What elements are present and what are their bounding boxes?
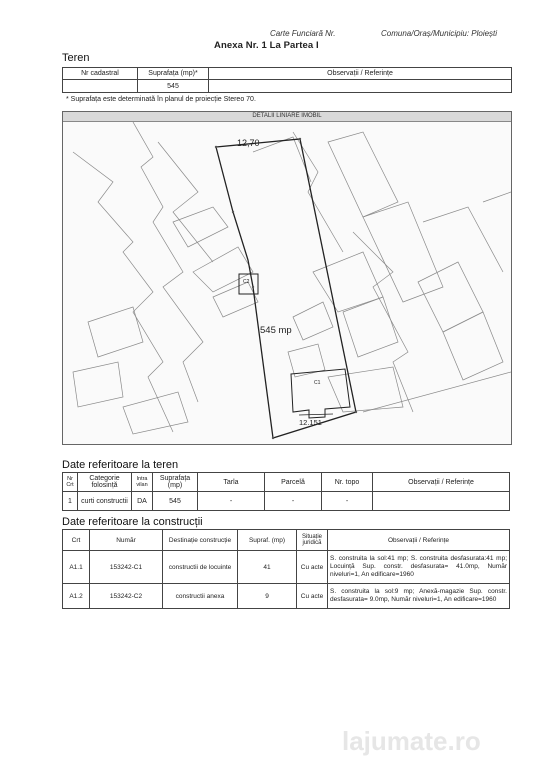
col-tarla: Tarla	[198, 473, 265, 492]
table-row	[63, 584, 510, 609]
area-label: 545 mp	[260, 325, 292, 336]
col-destinatie: Destinație construcție	[163, 530, 238, 551]
c1-label: C1	[314, 380, 321, 386]
cell-numar: 153242-C2	[90, 584, 163, 609]
col-observatii: Observații / Referințe	[373, 473, 510, 492]
date-teren-header-row	[63, 473, 510, 492]
col-intravilan: Intra vilan	[132, 473, 153, 492]
col-crt: Crt	[63, 530, 90, 551]
date-teren-heading: Date referitoare la teren	[62, 459, 179, 471]
teren-table	[62, 67, 512, 93]
col-nr-topo: Nr. topo	[322, 473, 373, 492]
cell-suprafata: 41	[238, 551, 297, 584]
site-plan-map	[62, 111, 512, 445]
date-constructii-heading: Date referitoare la construcții	[62, 516, 203, 528]
col-nr-cadastral: Nr cadastral	[63, 68, 138, 80]
cell-intravilan: DA	[132, 492, 153, 511]
cell-parcela: -	[265, 492, 322, 511]
cell-observatii	[373, 492, 510, 511]
comuna-label: Comuna/Oraș/Municipiu: Ploiești	[381, 29, 498, 38]
bottom-dimension-label: 12.151	[299, 418, 322, 427]
cell-situatie: Cu acte	[297, 584, 328, 609]
col-observatii: Observații / Referințe	[328, 530, 510, 551]
cell-destinatie: constructii anexa	[163, 584, 238, 609]
col-numar: Număr	[90, 530, 163, 551]
cell-destinatie: constructii de locuinte	[163, 551, 238, 584]
carte-funciara-label: Carte Funciară Nr.	[270, 29, 336, 38]
table-row	[63, 551, 510, 584]
cell-numar: 153242-C1	[90, 551, 163, 584]
cell-observatii	[209, 80, 512, 93]
cell-topo: -	[322, 492, 373, 511]
teren-note: * Suprafața este determinată în planul de proiecție Stereo 70.	[66, 96, 256, 103]
col-suprafata: Suprafața (mp)	[153, 473, 198, 492]
date-constructii-table	[62, 529, 510, 609]
cell-tarla: -	[198, 492, 265, 511]
cell-suprafata: 9	[238, 584, 297, 609]
map-drawing	[63, 112, 511, 444]
col-nr-crt: Nr Crt	[63, 473, 78, 492]
top-dimension-label: 12,70	[237, 138, 260, 148]
col-situatie: Situație juridică	[297, 530, 328, 551]
col-observatii: Observații / Referințe	[209, 68, 512, 80]
anexa-title: Anexa Nr. 1 La Partea I	[214, 40, 319, 51]
teren-header-row	[63, 68, 512, 80]
cell-situatie: Cu acte	[297, 551, 328, 584]
c2-label: C2	[243, 279, 250, 285]
col-parcela: Parcelă	[265, 473, 322, 492]
cell-nr: 1	[63, 492, 78, 511]
watermark-logo: lajumate.ro	[342, 726, 481, 756]
cell-crt: A1.1	[63, 551, 90, 584]
col-categorie: Categorie folosință	[78, 473, 132, 492]
cell-crt: A1.2	[63, 584, 90, 609]
map-title-bar: DETALII LINIARE IMOBIL	[63, 112, 511, 122]
col-suprafata: Supraf. (mp)	[238, 530, 297, 551]
cell-observatii: S. construita la sol:9 mp; Anexă-magazie Sup. constr. desfasurata= 9.0mp, Număr niveluri=1, An edificare=1960	[328, 584, 510, 609]
teren-row	[63, 80, 512, 93]
col-suprafata: Suprafața (mp)*	[138, 68, 209, 80]
cell-suprafata: 545	[153, 492, 198, 511]
cell-observatii: S. construita la sol:41 mp; S. construita desfasurata:41 mp; Locuință Sup. constr. desfasurata= 41.0mp, Număr niveluri=1, An edificare=1960	[328, 551, 510, 584]
teren-heading: Teren	[62, 52, 90, 64]
cell-nr-cadastral	[63, 80, 138, 93]
date-constructii-header-row	[63, 530, 510, 551]
cell-categorie: curti constructii	[78, 492, 132, 511]
table-row	[63, 492, 510, 511]
cell-suprafata: 545	[138, 80, 209, 93]
date-teren-table	[62, 472, 510, 511]
